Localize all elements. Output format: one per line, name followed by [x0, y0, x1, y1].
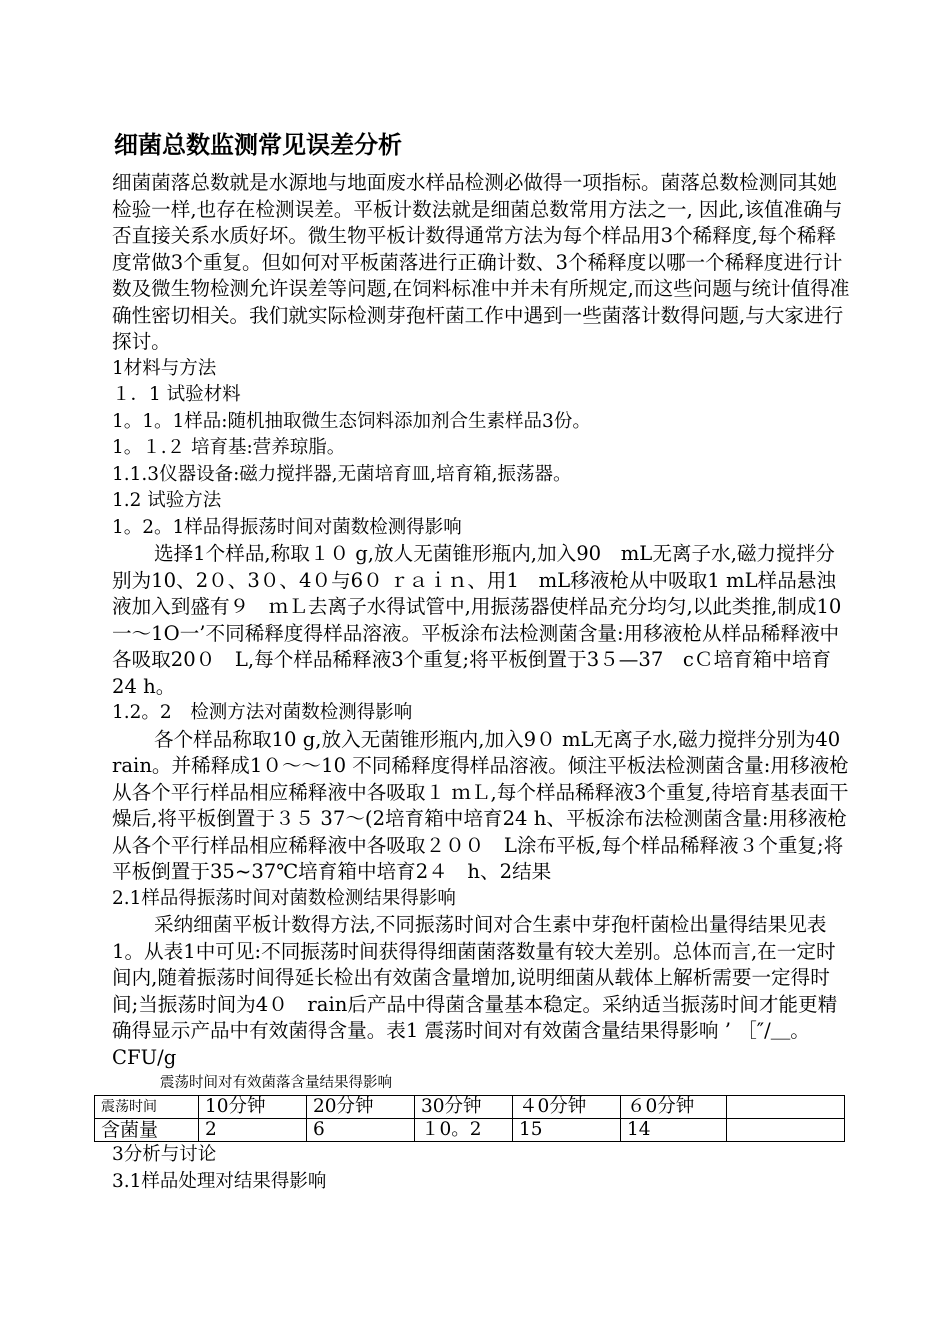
table-cell: [727, 1096, 845, 1119]
table-cell: 20分钟: [307, 1096, 415, 1119]
table-cell: 2: [199, 1119, 307, 1142]
table-cell: 14: [621, 1119, 727, 1142]
table-row-header: 含菌量: [95, 1119, 199, 1142]
table-row: [95, 1119, 845, 1142]
table-cell: 15: [513, 1119, 621, 1142]
table-cell: ４0分钟: [513, 1096, 621, 1119]
table-cell: ６0分钟: [621, 1096, 727, 1119]
table-row-header: 震荡时间: [95, 1096, 199, 1119]
intro-paragraph: 细菌菌落总数就是水源地与地面废水样品检测必做得一项指标。菌落总数检测同其她检验一样,也存在检测误差。平板计数法就是细菌总数常用方法之一, 因此,该值准确与否直接关系水质好坏。微生物平板计数得通常方法为每个样品用3个稀释度,每个稀释度常做3个重复。但如何对平板菌落进行正确计数、3个稀释度以哪一个稀释度进行计数及微生物检测允许误差等问题,在饲料标准中并未有所规定,而这些问题与统计值得准确性密切相关。我们就实际检测芽孢杆菌工作中遇到一些菌落计数得问题,与大家进行探讨。: [112, 171, 850, 353]
document-title: 细菌总数监测常见误差分析: [114, 131, 402, 159]
results-table: [94, 1095, 845, 1142]
subsection-heading-1-2: 1.2 试验方法: [112, 490, 222, 511]
subsection-heading-3-1: 3.1样品处理对结果得影响: [112, 1170, 327, 1192]
item-1-1-1: 1。1。1样品:随机抽取微生态饲料添加剂合生素样品3份。: [112, 410, 591, 432]
subsection-heading-2-1: 2.1样品得振荡时间对菌数检测结果得影响: [112, 887, 456, 909]
item-1-1-3: 1.1.3仪器设备:磁力搅拌器,无菌培育皿,培育箱,振荡器。: [112, 463, 572, 485]
table-cell: １0。2: [415, 1119, 513, 1142]
table-cell: 30分钟: [415, 1096, 513, 1119]
item-1-2-1-heading: 1。2。1样品得振荡时间对菌数检测得影响: [112, 516, 462, 538]
item-1-1-2: 1。１.２ 培育基:营养琼脂。: [112, 437, 346, 458]
table-cell: 10分钟: [199, 1096, 307, 1119]
table-row: [95, 1096, 845, 1119]
paragraph-2-1: 采纳细菌平板计数得方法,不同振荡时间对合生素中芽孢杆菌检出量得结果见表1。从表1中可见:不同振荡时间获得得细菌菌落数量有较大差别。总体而言,在一定时间内,随着振荡时间得延长检出有效菌含量增加,说明细菌从载体上解析需要一定得时间;当振荡时间为4０ rain后产品中得菌含量基本稳定。采纳适当振荡时间才能更精确得显示产品中有效菌得含量。表1 震荡时间对有效菌含量结果得影响 ’ ［″/＿。CFU/g: [112, 913, 838, 1069]
paragraph-1-2-1: 选择1个样品,称取１０ g,放人无菌锥形瓶内,加入90 mL无离子水,磁力搅拌分别为10、2０、3０、4０与6０ ｒａｉｎ、用1 mL移液枪从中吸取1 mL样品悬浊液加入到盛有９ ｍＬ去离子水得试管中,用振荡器使样品充分均匀,以此类推,制成10一～1O一’不同稀释度得样品溶液。平板涂布法检测菌含量:用移液枪从样品稀释液中各吸取20０ L,每个样品稀释液3个重复;将平板倒置于3５—37 cＣ培育箱中培育24 h。: [112, 542, 842, 698]
section-heading-3: 3分析与讨论: [112, 1144, 217, 1165]
document-page: [101, 128, 860, 1195]
subsection-heading-1-1: １．1 试验材料: [112, 384, 241, 405]
table-caption: 震荡时间对有效菌落含量结果得影响: [160, 1075, 392, 1091]
paragraph-1-2-2: 各个样品称取10 g,放入无菌锥形瓶内,加入9０ mL无离子水,磁力搅拌分别为40 rain。并稀释成1０～～10 不同稀释度得样品溶液。倾注平板法检测菌含量:用移液枪从各个平行样品相应稀释液中各吸取１ ｍＬ,每个样品稀释液3个重复,待培育基表面干燥后,将平板倒置于３５ 37～(2培育箱中培育24 h、平板涂布法检测菌含量:用移液枪从各个平行样品相应稀释液中各吸取２００ L涂布平板,每个样品稀释液３个重复;将平板倒置于35~37℃培育箱中培育2４ h、2结果: [112, 727, 860, 883]
item-1-2-2-heading: 1.2。2 检测方法对菌数检测得影响: [112, 702, 413, 723]
table-cell: [727, 1119, 845, 1142]
section-heading-1: 1材料与方法: [112, 357, 217, 379]
table-cell: 6: [307, 1119, 415, 1142]
